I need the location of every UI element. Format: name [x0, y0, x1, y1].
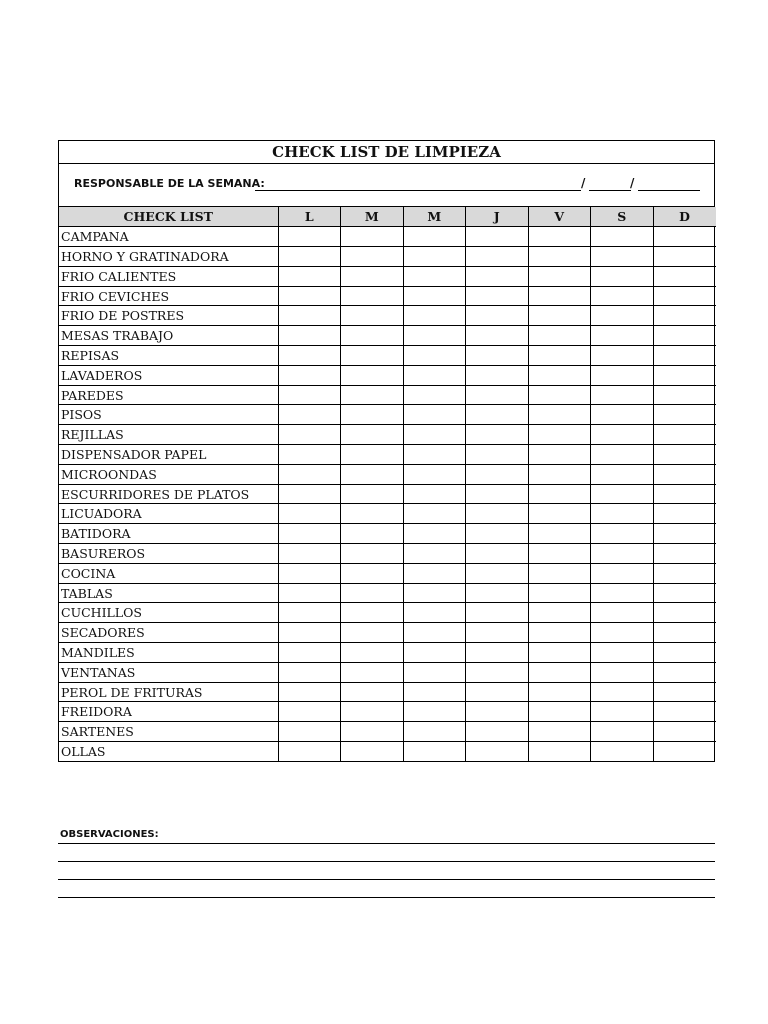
check-cell[interactable] [341, 286, 404, 306]
check-cell[interactable] [341, 544, 404, 564]
check-cell[interactable] [466, 464, 529, 484]
item-label: MESAS TRABAJO [59, 326, 278, 346]
item-label: FRIO DE POSTRES [59, 306, 278, 326]
check-cell[interactable] [528, 742, 591, 762]
table-row [59, 425, 716, 445]
check-cell[interactable] [528, 365, 591, 385]
check-cell[interactable] [278, 544, 341, 564]
header-day-5: V [528, 207, 591, 227]
header-day-1: L [278, 207, 341, 227]
item-label: FRIO CEVICHES [59, 286, 278, 306]
header-day-6: S [591, 207, 654, 227]
check-cell[interactable] [341, 682, 404, 702]
check-cell[interactable] [278, 722, 341, 742]
table-row [59, 702, 716, 722]
check-cell[interactable] [653, 405, 716, 425]
check-cell[interactable] [341, 603, 404, 623]
table-row [59, 346, 716, 366]
item-label: TABLAS [59, 583, 278, 603]
check-cell[interactable] [528, 623, 591, 643]
check-cell[interactable] [278, 405, 341, 425]
date-separator-1: / [581, 176, 586, 190]
check-cell[interactable] [591, 266, 654, 286]
check-cell[interactable] [653, 346, 716, 366]
check-cell[interactable] [653, 227, 716, 247]
observation-line[interactable] [58, 844, 715, 862]
check-cell[interactable] [403, 326, 466, 346]
item-label: REJILLAS [59, 425, 278, 445]
check-cell[interactable] [403, 405, 466, 425]
check-cell[interactable] [466, 266, 529, 286]
check-cell[interactable] [341, 524, 404, 544]
check-cell[interactable] [278, 227, 341, 247]
observations-lines [58, 844, 715, 898]
header-day-4: J [466, 207, 529, 227]
check-cell[interactable] [591, 583, 654, 603]
item-label: HORNO Y GRATINADORA [59, 247, 278, 267]
check-cell[interactable] [403, 563, 466, 583]
check-cell[interactable] [403, 445, 466, 465]
check-cell[interactable] [591, 405, 654, 425]
check-cell[interactable] [403, 464, 466, 484]
check-cell[interactable] [466, 524, 529, 544]
check-cell[interactable] [653, 326, 716, 346]
check-cell[interactable] [466, 662, 529, 682]
observations-label: OBSERVACIONES: [58, 826, 715, 844]
check-cell[interactable] [591, 623, 654, 643]
table-row [59, 583, 716, 603]
check-cell[interactable] [278, 583, 341, 603]
header-day-7: D [653, 207, 716, 227]
check-cell[interactable] [528, 346, 591, 366]
item-label: PEROL DE FRITURAS [59, 682, 278, 702]
check-cell[interactable] [341, 484, 404, 504]
check-cell[interactable] [278, 425, 341, 445]
table-row [59, 603, 716, 623]
check-cell[interactable] [466, 623, 529, 643]
check-cell[interactable] [591, 346, 654, 366]
check-cell[interactable] [341, 702, 404, 722]
check-cell[interactable] [403, 266, 466, 286]
check-cell[interactable] [591, 722, 654, 742]
item-label: BATIDORA [59, 524, 278, 544]
check-cell[interactable] [653, 464, 716, 484]
check-cell[interactable] [466, 365, 529, 385]
table-row [59, 643, 716, 663]
check-cell[interactable] [591, 227, 654, 247]
check-cell[interactable] [591, 365, 654, 385]
check-cell[interactable] [528, 603, 591, 623]
check-cell[interactable] [466, 722, 529, 742]
check-cell[interactable] [466, 603, 529, 623]
table-row [59, 445, 716, 465]
check-cell[interactable] [278, 385, 341, 405]
item-label: FREIDORA [59, 702, 278, 722]
check-cell[interactable] [466, 445, 529, 465]
check-cell[interactable] [653, 583, 716, 603]
header-day-3: M [403, 207, 466, 227]
check-cell[interactable] [591, 445, 654, 465]
check-cell[interactable] [591, 682, 654, 702]
check-cell[interactable] [341, 722, 404, 742]
responsible-label: RESPONSABLE DE LA SEMANA: [74, 177, 265, 190]
check-cell[interactable] [653, 365, 716, 385]
table-row [59, 682, 716, 702]
table-row [59, 524, 716, 544]
check-cell[interactable] [341, 583, 404, 603]
item-label: ESCURRIDORES DE PLATOS [59, 484, 278, 504]
form-title: CHECK LIST DE LIMPIEZA [59, 141, 714, 164]
check-cell[interactable] [591, 247, 654, 267]
table-row [59, 504, 716, 524]
check-cell[interactable] [653, 563, 716, 583]
item-label: SARTENES [59, 722, 278, 742]
check-cell[interactable] [403, 742, 466, 762]
check-cell[interactable] [278, 306, 341, 326]
check-cell[interactable] [466, 247, 529, 267]
check-cell[interactable] [278, 286, 341, 306]
check-cell[interactable] [591, 326, 654, 346]
check-cell[interactable] [403, 702, 466, 722]
check-cell[interactable] [403, 484, 466, 504]
item-label: MICROONDAS [59, 464, 278, 484]
item-label: OLLAS [59, 742, 278, 762]
check-cell[interactable] [403, 682, 466, 702]
check-cell[interactable] [528, 662, 591, 682]
check-cell[interactable] [528, 306, 591, 326]
check-cell[interactable] [528, 504, 591, 524]
check-cell[interactable] [466, 484, 529, 504]
check-cell[interactable] [466, 306, 529, 326]
check-cell[interactable] [403, 365, 466, 385]
check-cell[interactable] [591, 306, 654, 326]
check-cell[interactable] [653, 603, 716, 623]
check-cell[interactable] [341, 346, 404, 366]
observation-line[interactable] [58, 862, 715, 880]
responsible-row [59, 164, 714, 207]
check-cell[interactable] [466, 425, 529, 445]
checklist-table [59, 207, 716, 761]
check-cell[interactable] [403, 504, 466, 524]
check-cell[interactable] [466, 286, 529, 306]
check-cell[interactable] [341, 425, 404, 445]
cleaning-checklist-form [58, 140, 715, 762]
check-cell[interactable] [341, 504, 404, 524]
check-cell[interactable] [466, 326, 529, 346]
check-cell[interactable] [528, 405, 591, 425]
item-label: BASUREROS [59, 544, 278, 564]
check-cell[interactable] [278, 445, 341, 465]
check-cell[interactable] [528, 247, 591, 267]
check-cell[interactable] [466, 563, 529, 583]
check-cell[interactable] [403, 544, 466, 564]
check-cell[interactable] [591, 603, 654, 623]
table-row [59, 227, 716, 247]
check-cell[interactable] [278, 623, 341, 643]
check-cell[interactable] [278, 504, 341, 524]
check-cell[interactable] [591, 544, 654, 564]
check-cell[interactable] [403, 662, 466, 682]
date-separator-2: / [630, 176, 635, 190]
check-cell[interactable] [653, 722, 716, 742]
table-row [59, 623, 716, 643]
check-cell[interactable] [341, 326, 404, 346]
item-label: MANDILES [59, 643, 278, 663]
table-row [59, 405, 716, 425]
header-check-list: CHECK LIST [59, 207, 278, 227]
item-label: CUCHILLOS [59, 603, 278, 623]
check-cell[interactable] [528, 682, 591, 702]
check-cell[interactable] [591, 662, 654, 682]
check-cell[interactable] [528, 385, 591, 405]
item-label: LAVADEROS [59, 365, 278, 385]
check-cell[interactable] [528, 227, 591, 247]
check-cell[interactable] [528, 722, 591, 742]
check-cell[interactable] [653, 286, 716, 306]
check-cell[interactable] [528, 702, 591, 722]
check-cell[interactable] [403, 524, 466, 544]
observation-line[interactable] [58, 880, 715, 898]
check-cell[interactable] [341, 385, 404, 405]
table-row [59, 306, 716, 326]
check-cell[interactable] [528, 464, 591, 484]
check-cell[interactable] [403, 385, 466, 405]
table-row [59, 266, 716, 286]
check-cell[interactable] [591, 742, 654, 762]
check-cell[interactable] [653, 385, 716, 405]
check-cell[interactable] [528, 266, 591, 286]
check-cell[interactable] [653, 306, 716, 326]
table-row [59, 544, 716, 564]
check-cell[interactable] [653, 425, 716, 445]
item-label: LICUADORA [59, 504, 278, 524]
check-cell[interactable] [591, 286, 654, 306]
item-label: CAMPANA [59, 227, 278, 247]
check-cell[interactable] [341, 662, 404, 682]
table-row [59, 662, 716, 682]
check-cell[interactable] [341, 445, 404, 465]
check-cell[interactable] [591, 504, 654, 524]
check-cell[interactable] [341, 623, 404, 643]
check-cell[interactable] [403, 286, 466, 306]
check-cell[interactable] [278, 464, 341, 484]
header-day-2: M [341, 207, 404, 227]
check-cell[interactable] [466, 385, 529, 405]
check-cell[interactable] [341, 266, 404, 286]
check-cell[interactable] [466, 346, 529, 366]
check-cell[interactable] [591, 464, 654, 484]
check-cell[interactable] [278, 524, 341, 544]
check-cell[interactable] [278, 365, 341, 385]
item-label: PAREDES [59, 385, 278, 405]
check-cell[interactable] [278, 702, 341, 722]
check-cell[interactable] [528, 544, 591, 564]
check-cell[interactable] [528, 643, 591, 663]
table-row [59, 286, 716, 306]
check-cell[interactable] [278, 563, 341, 583]
table-row [59, 484, 716, 504]
check-cell[interactable] [278, 247, 341, 267]
check-cell[interactable] [466, 405, 529, 425]
check-cell[interactable] [653, 643, 716, 663]
check-cell[interactable] [528, 286, 591, 306]
check-cell[interactable] [466, 643, 529, 663]
check-cell[interactable] [341, 247, 404, 267]
check-cell[interactable] [466, 742, 529, 762]
check-cell[interactable] [653, 504, 716, 524]
check-cell[interactable] [341, 405, 404, 425]
table-row [59, 722, 716, 742]
check-cell[interactable] [653, 445, 716, 465]
check-cell[interactable] [341, 643, 404, 663]
item-label: VENTANAS [59, 662, 278, 682]
check-cell[interactable] [278, 682, 341, 702]
check-cell[interactable] [403, 247, 466, 267]
item-label: SECADORES [59, 623, 278, 643]
check-cell[interactable] [341, 227, 404, 247]
check-cell[interactable] [466, 504, 529, 524]
check-cell[interactable] [591, 702, 654, 722]
check-cell[interactable] [403, 583, 466, 603]
check-cell[interactable] [278, 266, 341, 286]
check-cell[interactable] [403, 227, 466, 247]
check-cell[interactable] [653, 623, 716, 643]
check-cell[interactable] [653, 662, 716, 682]
check-cell[interactable] [341, 742, 404, 762]
check-cell[interactable] [403, 346, 466, 366]
table-row [59, 247, 716, 267]
table-row [59, 563, 716, 583]
table-row [59, 742, 716, 762]
check-cell[interactable] [591, 425, 654, 445]
check-cell[interactable] [528, 524, 591, 544]
check-cell[interactable] [278, 346, 341, 366]
table-body [59, 227, 716, 762]
check-cell[interactable] [403, 603, 466, 623]
check-cell[interactable] [466, 583, 529, 603]
check-cell[interactable] [591, 563, 654, 583]
check-cell[interactable] [278, 484, 341, 504]
check-cell[interactable] [278, 603, 341, 623]
check-cell[interactable] [278, 742, 341, 762]
check-cell[interactable] [653, 702, 716, 722]
table-row [59, 326, 716, 346]
check-cell[interactable] [653, 247, 716, 267]
check-cell[interactable] [278, 643, 341, 663]
item-label: DISPENSADOR PAPEL [59, 445, 278, 465]
date-year-field[interactable] [638, 190, 700, 191]
check-cell[interactable] [528, 326, 591, 346]
table-header-row [59, 207, 716, 227]
check-cell[interactable] [341, 365, 404, 385]
responsible-name-field[interactable] [255, 190, 581, 191]
check-cell[interactable] [528, 425, 591, 445]
check-cell[interactable] [528, 583, 591, 603]
check-cell[interactable] [403, 623, 466, 643]
check-cell[interactable] [466, 702, 529, 722]
check-cell[interactable] [403, 306, 466, 326]
table-row [59, 464, 716, 484]
check-cell[interactable] [341, 306, 404, 326]
check-cell[interactable] [653, 524, 716, 544]
check-cell[interactable] [653, 484, 716, 504]
item-label: FRIO CALIENTES [59, 266, 278, 286]
check-cell[interactable] [528, 484, 591, 504]
check-cell[interactable] [403, 425, 466, 445]
check-cell[interactable] [528, 563, 591, 583]
check-cell[interactable] [403, 722, 466, 742]
check-cell[interactable] [591, 643, 654, 663]
item-label: REPISAS [59, 346, 278, 366]
table-row [59, 385, 716, 405]
check-cell[interactable] [466, 227, 529, 247]
check-cell[interactable] [591, 385, 654, 405]
check-cell[interactable] [341, 464, 404, 484]
check-cell[interactable] [278, 326, 341, 346]
check-cell[interactable] [653, 742, 716, 762]
check-cell[interactable] [653, 544, 716, 564]
item-label: PISOS [59, 405, 278, 425]
check-cell[interactable] [653, 682, 716, 702]
check-cell[interactable] [653, 266, 716, 286]
check-cell[interactable] [466, 544, 529, 564]
check-cell[interactable] [528, 445, 591, 465]
check-cell[interactable] [591, 484, 654, 504]
observations-section [58, 826, 715, 898]
table-row [59, 365, 716, 385]
date-day-field[interactable] [589, 190, 631, 191]
check-cell[interactable] [278, 662, 341, 682]
check-cell[interactable] [466, 682, 529, 702]
item-label: COCINA [59, 563, 278, 583]
check-cell[interactable] [403, 643, 466, 663]
check-cell[interactable] [591, 524, 654, 544]
check-cell[interactable] [341, 563, 404, 583]
